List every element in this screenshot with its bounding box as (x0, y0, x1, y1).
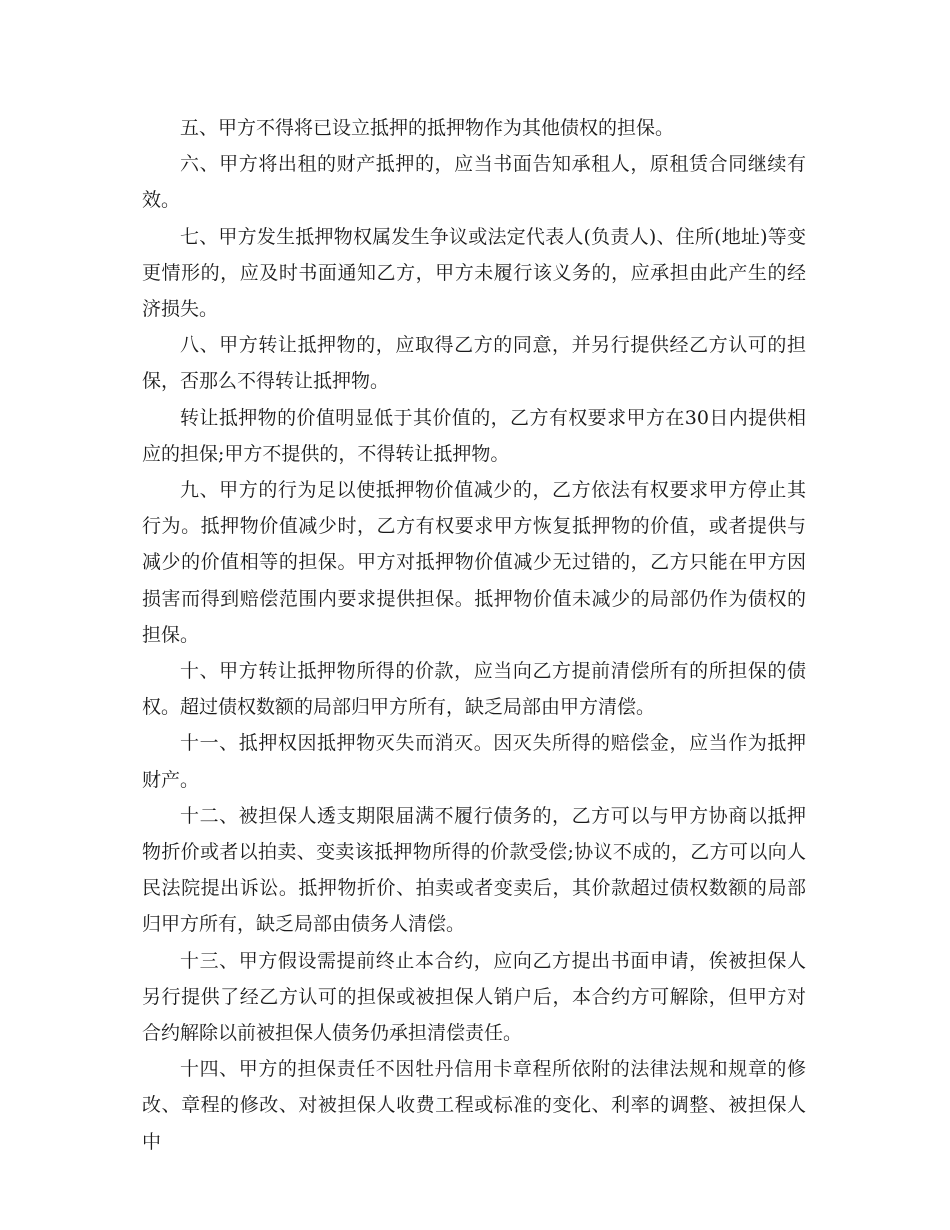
paragraph-clause-14: 十四、甲方的担保责任不因牡丹信用卡章程所依附的法律法规和规章的修改、章程的修改、对被担保人收费工程或标准的变化、利率的调整、被担保人中 (142, 1058, 806, 1153)
paragraph-clause-8-transfer: 转让抵押物的价值明显低于其价值的，乙方有权要求甲方在30日内提供相应的担保;甲方不提供的，不得转让抵押物。 (142, 406, 806, 465)
paragraph-clause-13: 十三、甲方假设需提前终止本合约，应向乙方提出书面申请，俟被担保人另行提供了经乙方认可的担保或被担保人销户后，本合约方可解除，但甲方对合约解除以前被担保人债务仍承担清偿责任。 (142, 949, 806, 1045)
paragraph-clause-12: 十二、被担保人透支期限届满不履行债务的，乙方可以与甲方协商以抵押物折价或者以拍卖、变卖该抵押物所得的价款受偿;协议不成的，乙方可以向人民法院提出诉讼。抵押物折价、拍卖或者变卖后，其价款超过债权数额的局部归甲方所有，缺乏局部由债务人清偿。 (142, 804, 806, 936)
document-body (142, 110, 806, 1160)
paragraph-clause-11: 十一、抵押权因抵押物灭失而消灭。因灭失所得的赔偿金，应当作为抵押财产。 (142, 732, 806, 791)
paragraph-clause-5: 五、甲方不得将已设立抵押的抵押物作为其他债权的担保。 (180, 117, 675, 139)
paragraph-clause-10: 十、甲方转让抵押物所得的价款，应当向乙方提前清偿所有的所担保的债权。超过债权数额的局部归甲方所有，缺乏局部由甲方清偿。 (142, 660, 806, 719)
paragraph-clause-7: 七、甲方发生抵押物权属发生争议或法定代表人(负责人)、住所(地址)等变更情形的，应及时书面通知乙方，甲方未履行该义务的，应承担由此产生的经济损失。 (142, 225, 806, 321)
paragraph-clause-9: 九、甲方的行为足以使抵押物价值减少的，乙方依法有权要求甲方停止其行为。抵押物价值减少时，乙方有权要求甲方恢复抵押物的价值，或者提供与减少的价值相等的担保。甲方对抵押物价值减少无过错的，乙方只能在甲方因损害而得到赔偿范围内要求提供担保。抵押物价值未减少的局部仍作为债权的担保。 (142, 479, 806, 646)
paragraph-clause-8: 八、甲方转让抵押物的，应取得乙方的同意，并另行提供经乙方认可的担保，否那么不得转让抵押物。 (142, 334, 806, 393)
paragraph-clause-6: 六、甲方将出租的财产抵押的，应当书面告知承租人，原租赁合同继续有效。 (142, 153, 806, 212)
